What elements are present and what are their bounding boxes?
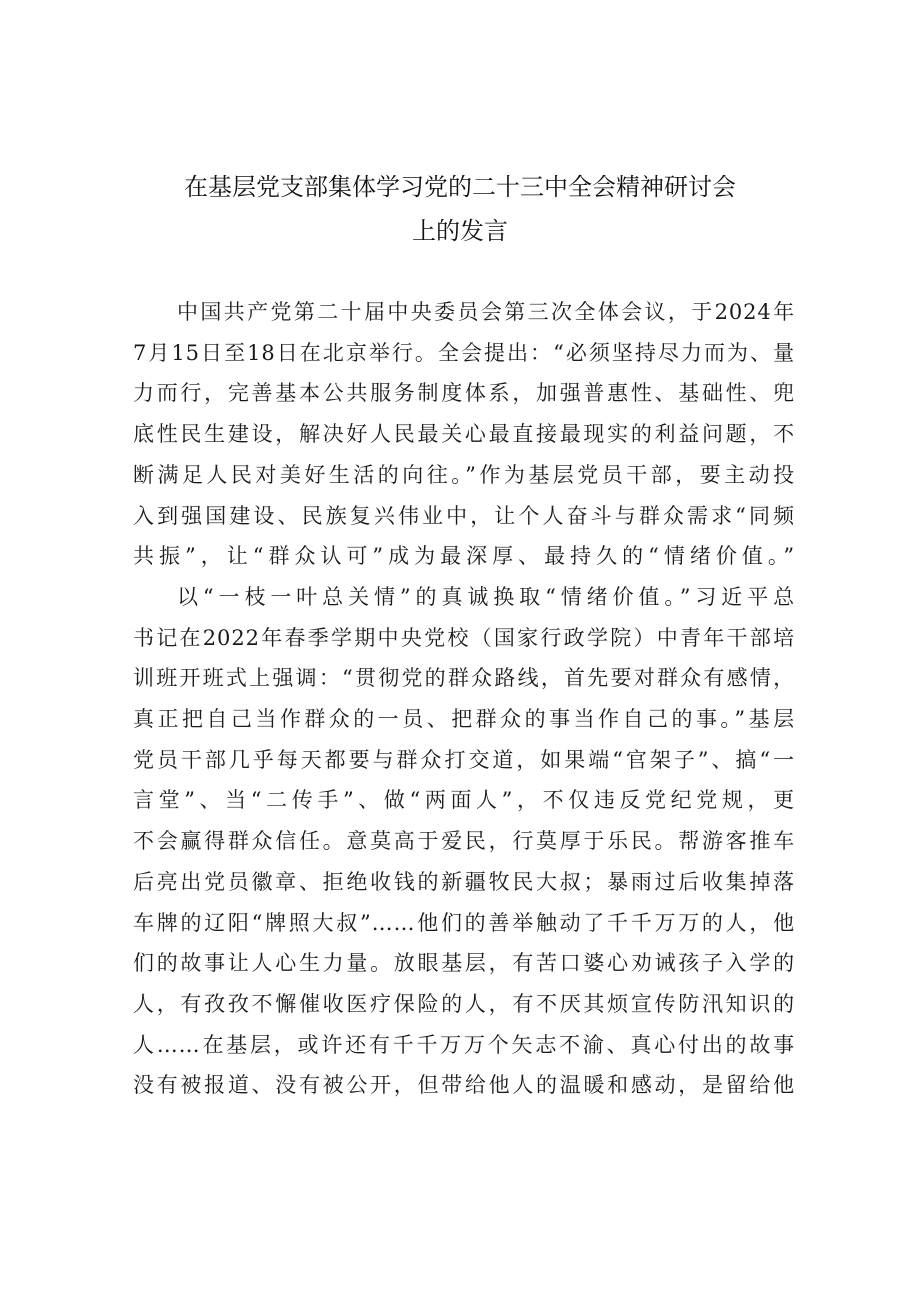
- text-line: 断满足人民对美好生活的向往。”作为基层党员干部，要主动投: [133, 462, 795, 487]
- text-line: 底性民生建设，解决好人民最关心最直接最现实的利益问题，不: [133, 422, 795, 447]
- document-body: [133, 292, 795, 1106]
- title-line-1: 在基层党支部集体学习党的二十三中全会精神研讨会: [184, 173, 736, 201]
- text-line: 以“一枝一叶总关情”的真诚换取“情绪价值。”习近平总: [177, 584, 795, 609]
- text-line: 后亮出党员徽章、拒绝收钱的新疆牧民大叔；暴雨过后收集掉落: [133, 869, 795, 894]
- document-title: [0, 165, 920, 253]
- text-line: 力而行，完善基本公共服务制度体系，加强普惠性、基础性、兜: [133, 381, 795, 406]
- title-line-2: 上的发言: [412, 217, 508, 245]
- text-line: 人，有孜孜不懈催收医疗保险的人，有不厌其烦宣传防汛知识的: [133, 991, 795, 1016]
- text-line: 书记在2022年春季学期中央党校（国家行政学院）中青年干部培: [133, 625, 795, 650]
- text-line: 言堂”、当“二传手”、做“两面人”，不仅违反党纪党规，更: [133, 788, 795, 813]
- text-line: 们的故事让人心生力量。放眼基层，有苦口婆心劝诫孩子入学的: [133, 951, 795, 976]
- paragraph-1: [133, 292, 795, 577]
- paragraph-2: [133, 577, 795, 1106]
- text-line: 人……在基层，或许还有千千万万个矢志不渝、真心付出的故事: [133, 1032, 795, 1057]
- text-line: 党员干部几乎每天都要与群众打交道，如果端“官架子”、搞“一: [133, 747, 795, 772]
- text-line: 不会赢得群众信任。意莫高于爱民，行莫厚于乐民。帮游客推车: [133, 829, 795, 854]
- text-line: 共振”，让“群众认可”成为最深厚、最持久的“情绪价值。”: [133, 544, 795, 569]
- text-line: 训班开班式上强调：“贯彻党的群众路线，首先要对群众有感情，: [133, 666, 795, 691]
- text-line: 入到强国建设、民族复兴伟业中，让个人奋斗与群众需求“同频: [133, 503, 795, 528]
- text-line: 车牌的辽阳“牌照大叔”……他们的善举触动了千千万万的人，他: [133, 910, 795, 935]
- text-line: 没有被报道、没有被公开，但带给他人的温暖和感动，是留给他: [133, 1073, 795, 1098]
- text-line: 真正把自己当作群众的一员、把群众的事当作自己的事。”基层: [133, 707, 795, 732]
- text-line: 中国共产党第二十届中央委员会第三次全体会议，于2024年: [177, 300, 795, 324]
- text-line: 7月15日至18日在北京举行。全会提出：“必须坚持尽力而为、量: [133, 340, 795, 365]
